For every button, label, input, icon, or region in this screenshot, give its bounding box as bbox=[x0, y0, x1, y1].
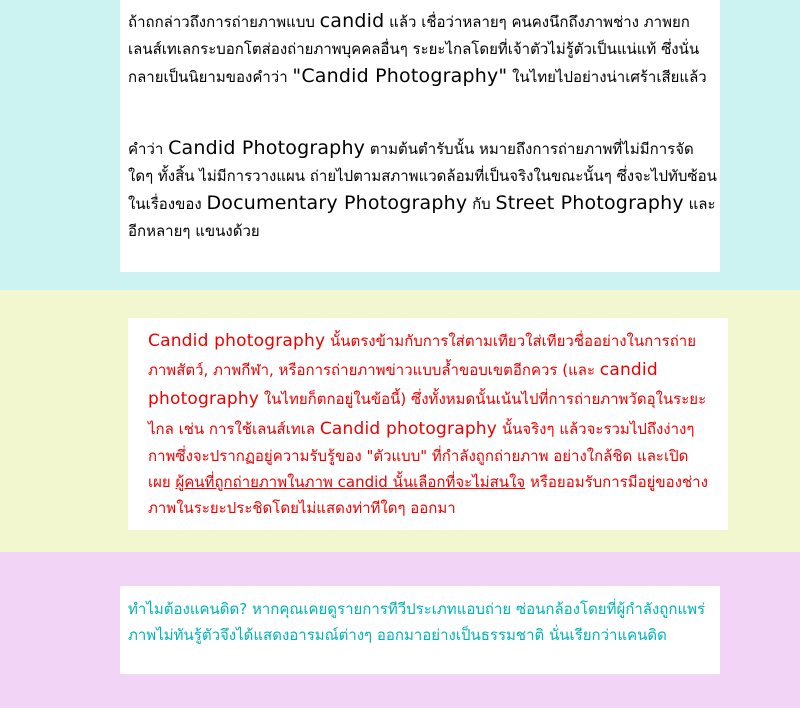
intro-paragraph-1 bbox=[128, 6, 718, 92]
red-en-candid-photography-2: candid photography bbox=[148, 360, 658, 410]
intro-p2-en-candid-photography: Candid Photography bbox=[168, 137, 366, 159]
intro-p2-en-documentary-photography: Documentary Photography bbox=[206, 192, 468, 215]
red-underlined-phrase[interactable]: ผู้คนที่ถูกถ่ายภาพในภาพ candid นั้นเลือกที่จะไม่สนใจ bbox=[175, 472, 526, 491]
red-text-1: นั้นตรงข้ามกับการใส่ตามเทียวใส่เทียวชื่ออย่างในการถ่ายภาพสัตว์, ภาพกีฬา, หรือการถ่ายภาพข่าวแบบล้ำขอบเขตอีกควร (และ bbox=[148, 332, 696, 380]
intro-p1-term-candid-photography: "Candid Photography" bbox=[292, 65, 508, 88]
intro-p1-term-candid: candid bbox=[319, 10, 385, 32]
intro-paragraph-2 bbox=[128, 133, 718, 243]
intro-p2-text-3: และอีกหลายๆ แขนงด้วย bbox=[128, 195, 716, 240]
intro-p2-text-2: กับ bbox=[467, 195, 496, 214]
red-text-3: นั้นจริงๆ แล้วจะรวมไปถึงง่างๆกาพซึ่งจะปรากฏอยู่ความรับรู้ของ "ตัวแบบ" ที่กำลังถูกถ่ายภาพ อย่างใกล้ชิด และเปิดเผย bbox=[148, 419, 695, 491]
red-en-candid-photography-1: Candid photography bbox=[148, 331, 326, 351]
footer-text: ทำไมต้องแคนดิด? หากคุณเคยดูรายการทีวีประเภทแอบถ่าย ซ่อนกล้องโดยที่ผู้กำลังถูกแพร่ภาพไม่ทันรู้ตัวจึงได้แสดงอารมณ์ต่างๆ ออกมาอย่างเป็นธรรมชาติ นั่นเรียกว่าแคนดิด bbox=[128, 600, 706, 644]
footer-paragraph-teal bbox=[128, 597, 708, 649]
red-en-candid-photography-3: Candid photography bbox=[319, 418, 498, 439]
intro-p1-text-3: ในไทยไปอย่างน่าเศร้าเสียแล้ว bbox=[507, 68, 707, 87]
intro-p1-text-2: แล้ว เชื่อว่าหลายๆ คนคงนึกถึงภาพช่าง ภาพยกเลนส์เทเลกระบอกโตส่องถ่ายภาพบุคคลอื่นๆ ระยะไกลโดยที่เจ้าตัวไม่รู้ตัวเป็นแน่แท้ ซึ่งนั่นกลายเป็นนิยามของคำว่า bbox=[128, 13, 700, 87]
intro-p2-en-street-photography: Street Photography bbox=[495, 192, 684, 215]
intro-p2-text-1: ตามต้นตำรับนั้น หมายถึงการถ่ายภาพที่ไม่มีการจัดใดๆ ทั้งสิ้น ไม่มีการวางแผน ถ่ายไปตามสภาพแวดล้อมที่เป็นจริงในขณะนั้นๆ ซึ่งจะไปทับซ้อนในเรื่องของ bbox=[128, 140, 717, 214]
intro-p1-text-1: ถ้าถกล่าวถึงการถ่ายภาพแบบ bbox=[128, 13, 320, 31]
red-text-2: ในไทยก็ตกอยู่ในข้อนี้) ซึ่งทั้งหมดนั้นเน้นไปที่การถ่ายภาพวัดอุในระยะไกล เช่น การใช้เลนส์เทเล bbox=[148, 390, 707, 438]
intro-p2-text-0: คำว่า bbox=[128, 140, 169, 158]
highlight-paragraph-red bbox=[148, 327, 708, 521]
red-text-4: หรือยอมรับการมีอยู่ของช่างภาพในระยะประชิดโดยไม่แสดงท่าทีใดๆ ออกมา bbox=[148, 472, 708, 517]
